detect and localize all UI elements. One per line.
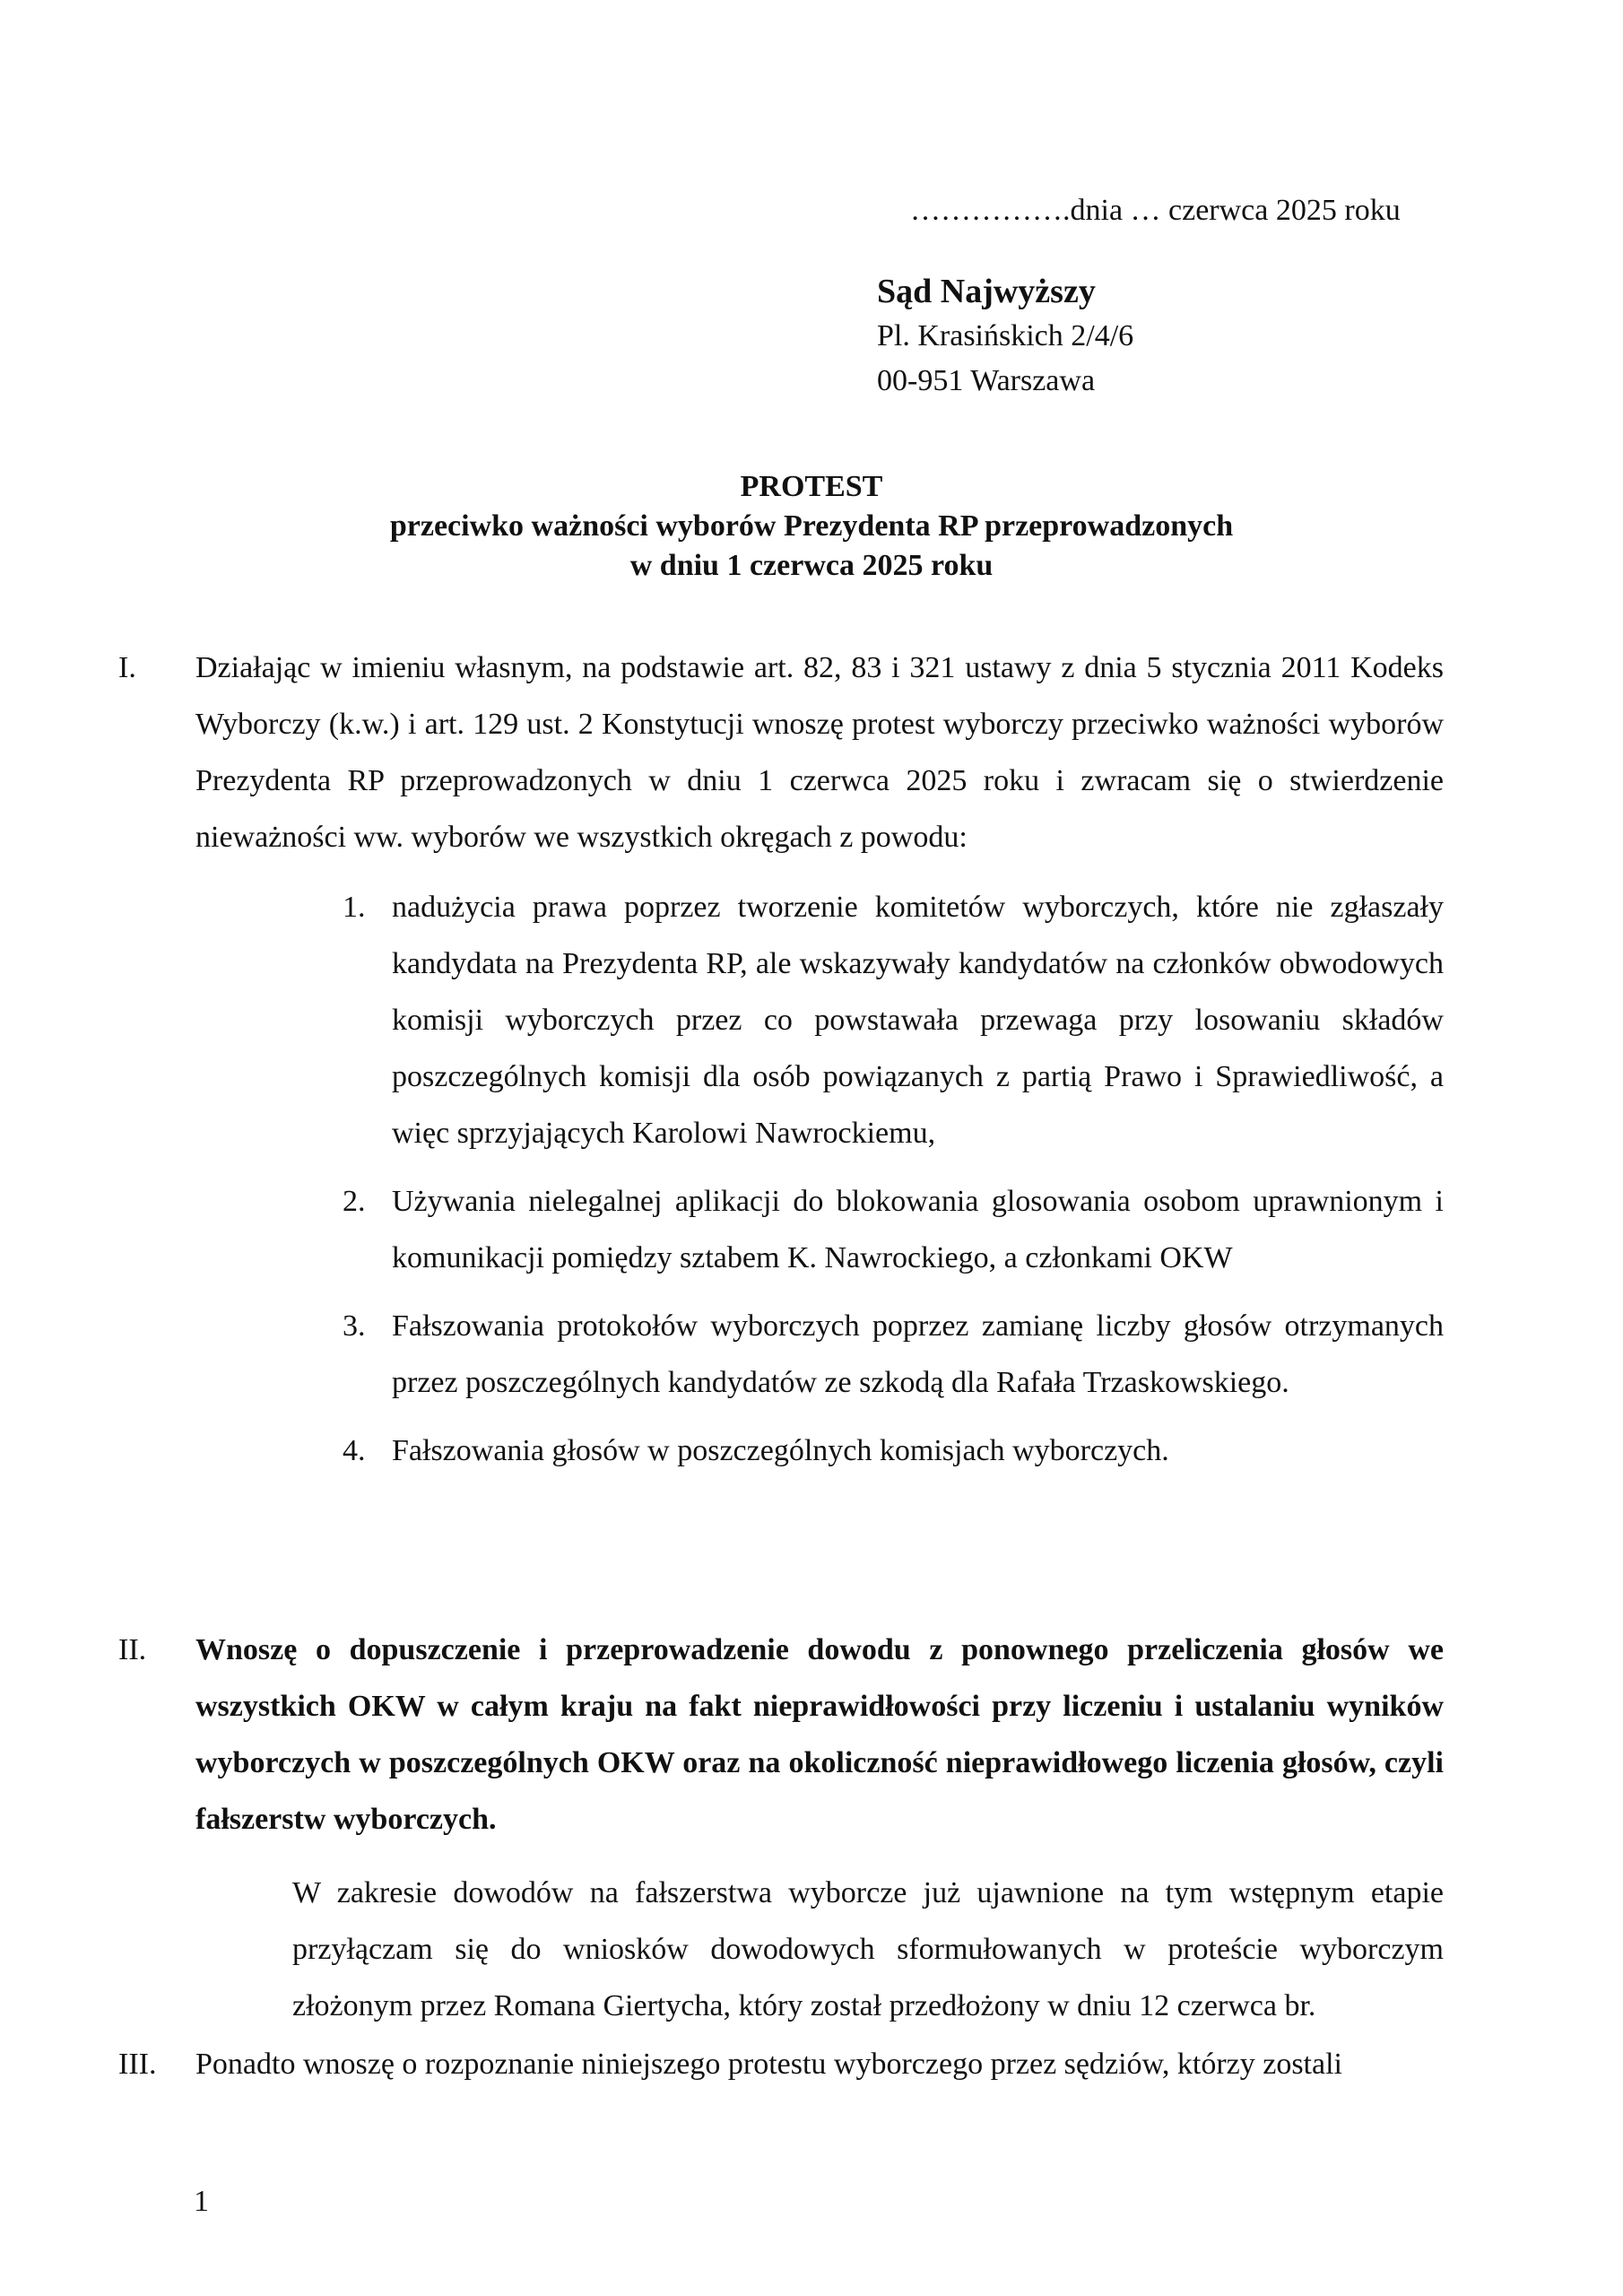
list-item-text: Używania nielegalnej aplikacji do blokowania glosowania osobom uprawnionym i komunikacji pomiędzy sztabem K. Nawrockiego, a członkami OKW <box>392 1185 1444 1274</box>
title-line-1: PROTEST <box>740 470 883 503</box>
court-city: 00-951 Warszawa <box>877 364 1096 397</box>
section-3-text: Ponadto wnoszę o rozpoznanie niniejszego protestu wyborczego przez sędziów, którzy zostali <box>195 2048 1342 2081</box>
addressee-block <box>877 269 1133 404</box>
court-name: Sąd Najwyższy <box>877 273 1096 310</box>
section-2-text: Wnoszę o dopuszczenie i przeprowadzenie dowodu z ponownego przeliczenia głosów we wszystkich OKW w całym kraju na fakt nieprawidłowości przy liczeniu i ustalaniu wyników wyborczych w poszczególnych OKW oraz na okoliczność nieprawidłowego liczenia głosów, czyli fałszerstw wyborczych. <box>195 1633 1444 1836</box>
section-3-numeral: III. <box>118 2048 157 2081</box>
court-street: Pl. Krasińskich 2/4/6 <box>877 319 1134 352</box>
title-line-3: w dniu 1 czerwca 2025 roku <box>629 549 994 582</box>
list-item <box>343 1298 1444 1411</box>
list-item-number: 4. <box>343 1434 366 1467</box>
section-1 <box>118 639 1445 865</box>
section-1-text: Działając w imieniu własnym, na podstawie art. 82, 83 i 321 ustawy z dnia 5 stycznia 2011 Kodeks Wyborczy (k.w.) i art. 129 ust. 2 Konstytucji wnoszę protest wyborczy przeciwko ważności wyborów Prezydenta RP przeprowadzonych w dniu 1 czerwca 2025 roku i zwracam się o stwierdzenie nieważności ww. wyborów we wszystkich okręgach z powodu: <box>195 651 1444 854</box>
grounds-list <box>343 879 1444 1479</box>
section-1-numeral: I. <box>118 651 136 684</box>
list-item-text: Fałszowania protokołów wyborczych poprzez zamianę liczby głosów otrzymanych przez poszczególnych kandydatów ze szkodą dla Rafała Trzaskowskiego. <box>392 1309 1444 1399</box>
page-number: 1 <box>194 2185 209 2218</box>
list-item <box>343 879 1444 1161</box>
section-3 <box>118 2036 1445 2092</box>
title-line-2: przeciwko ważności wyborów Prezydenta RP przeprowadzonych <box>389 509 1234 543</box>
list-item-number: 3. <box>343 1309 366 1343</box>
list-item-text: nadużycia prawa poprzez tworzenie komitetów wyborczych, które nie zgłaszały kandydata na Prezydenta RP, ale wskazywały kandydatów na członków obwodowych komisji wyborczych przez co powstawała przewaga przy losowaniu składów poszczególnych komisji dla osób powiązanych z partią Prawo i Sprawiedliwość, a więc sprzyjających Karolowi Nawrockiemu, <box>392 891 1444 1150</box>
date-line: …………….dnia … czerwca 2025 roku <box>910 194 1401 227</box>
section-2-numeral: II. <box>118 1633 147 1666</box>
list-item-number: 1. <box>343 891 366 924</box>
list-item-number: 2. <box>343 1185 366 1218</box>
list-item <box>343 1173 1444 1286</box>
list-item <box>343 1422 1444 1479</box>
list-item-text: Fałszowania głosów w poszczególnych komisjach wyborczych. <box>392 1434 1169 1467</box>
document-title <box>0 467 1623 586</box>
section-2 <box>118 1622 1445 1848</box>
section-2-paragraph: W zakresie dowodów na fałszerstwa wyborcze już ujawnione na tym wstępnym etapie przyłączam się do wniosków dowodowych sformułowanych w proteście wyborczym złożonym przez Romana Giertycha, który został przedłożony w dniu 12 czerwca br. <box>292 1876 1444 2022</box>
